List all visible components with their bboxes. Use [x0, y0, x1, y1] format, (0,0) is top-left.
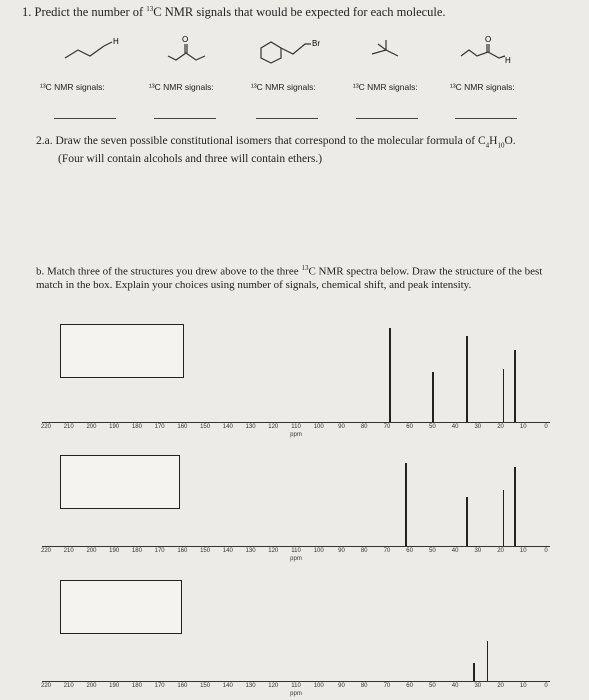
axis-tick-label: 80 [360, 424, 368, 430]
axis-tick-label: 30 [474, 683, 482, 689]
axis-tick-label: 120 [268, 424, 279, 430]
axis-tick-label: 110 [291, 424, 301, 430]
spectrum-3-ppm-label: ppm [290, 691, 302, 697]
molecule-1-h-label: H [113, 37, 119, 46]
axis-tick-label: 0 [544, 683, 548, 689]
axis-tick-label: 200 [86, 424, 97, 430]
axis-tick-label: 210 [63, 548, 74, 554]
axis-tick-label: 130 [245, 548, 256, 554]
axis-tick-label: 40 [451, 683, 459, 689]
axis-tick-label: 10 [519, 424, 527, 430]
molecule-3-br-label: Br [312, 39, 320, 48]
axis-tick-label: 100 [313, 424, 324, 430]
spectrum-peak [466, 497, 468, 547]
axis-tick-label: 90 [338, 683, 345, 689]
spectrum-1 [42, 314, 550, 444]
spectrum-peak [503, 369, 505, 422]
spectrum-peak [487, 641, 489, 682]
axis-tick-label: 80 [360, 683, 368, 689]
axis-tick-label: 70 [383, 683, 391, 689]
axis-tick-label: 0 [544, 548, 548, 554]
answer-box-3[interactable] [60, 580, 182, 634]
axis-tick-label: 70 [383, 424, 391, 430]
axis-tick-label: 120 [268, 683, 279, 689]
spectrum-2-ppm-label: ppm [290, 556, 302, 562]
axis-tick-label: 140 [222, 548, 233, 554]
axis-tick-label: 190 [109, 424, 120, 430]
axis-tick-label: 140 [222, 683, 233, 689]
spectrum-peak [466, 336, 468, 422]
molecule-2-structure [160, 32, 220, 66]
axis-tick-label: 130 [245, 683, 256, 689]
axis-tick-label: 180 [131, 548, 142, 554]
axis-tick-label: 220 [40, 683, 52, 689]
nmr-signals-label-5: ¹³C NMR signals: [450, 82, 515, 92]
axis-tick-label: 160 [177, 424, 188, 430]
axis-tick-label: 50 [429, 424, 436, 430]
question-2a-line2: (Four will contain alcohols and three will contain ethers.) [58, 153, 323, 166]
axis-tick-label: 30 [474, 424, 482, 430]
axis-tick-label: 140 [222, 424, 233, 430]
molecule-5-h-label: H [505, 56, 511, 65]
spectrum-2 [42, 450, 550, 575]
axis-tick-label: 50 [429, 683, 436, 689]
spectrum-peak [432, 372, 434, 422]
molecule-3-structure [255, 32, 335, 66]
axis-tick-label: 90 [338, 548, 345, 554]
molecule-1-structure [60, 34, 140, 64]
molecule-5-structure [455, 32, 525, 68]
axis-tick-label: 0 [544, 424, 548, 430]
axis-tick-label: 150 [200, 683, 211, 689]
spectrum-3-axis [42, 681, 550, 682]
axis-tick-label: 100 [313, 683, 324, 689]
spectrum-peak [503, 490, 505, 546]
spectrum-3 [42, 575, 550, 700]
question-2a-line1: 2.a. Draw the seven possible constitutional isomers that correspond to the molecular formula of $C_4H_{10}O$. [36, 135, 516, 150]
question-2a [36, 134, 566, 166]
axis-tick-label: 160 [177, 548, 188, 554]
axis-tick-label: 10 [519, 683, 527, 689]
spectrum-peak [514, 467, 516, 546]
question-1: 1. Predict the number of $^{13}$C NMR signals that would be expected for each molecule. [22, 5, 446, 20]
axis-tick-label: 70 [383, 548, 391, 554]
molecule-5-o-label: O [485, 35, 492, 44]
axis-tick-label: 60 [406, 683, 413, 689]
spectrum-peak [405, 463, 407, 546]
answer-blank-4[interactable] [356, 118, 418, 119]
spectrum-peak [514, 350, 516, 422]
axis-tick-label: 180 [131, 683, 142, 689]
molecule-4-structure [368, 36, 408, 66]
axis-tick-label: 170 [154, 548, 165, 554]
axis-tick-label: 110 [291, 548, 301, 554]
axis-tick-label: 120 [268, 548, 279, 554]
axis-tick-label: 60 [406, 424, 413, 430]
axis-tick-label: 180 [131, 424, 142, 430]
nmr-signals-label-2: ¹³C NMR signals: [149, 82, 214, 92]
nmr-signals-label-3: ¹³C NMR signals: [251, 82, 316, 92]
spectrum-1-ppm-label: ppm [290, 432, 302, 438]
axis-tick-label: 190 [109, 548, 120, 554]
axis-tick-label: 170 [154, 683, 165, 689]
nmr-signals-label-4: ¹³C NMR signals: [353, 82, 418, 92]
axis-tick-label: 130 [245, 424, 256, 430]
molecule-2-o-label: O [182, 35, 189, 44]
axis-tick-label: 160 [177, 683, 188, 689]
question-2b: b. Match three of the structures you drew above to the three $^{13}$C NMR spectra below. Draw the structure of the best match in the box. Explain your choices using number of signals, chemical shift, and peak intensity. [36, 264, 543, 292]
spectrum-1-axis [42, 422, 550, 423]
axis-tick-label: 200 [86, 548, 97, 554]
axis-tick-label: 150 [200, 548, 211, 554]
axis-tick-label: 170 [154, 424, 165, 430]
axis-tick-label: 220 [40, 424, 52, 430]
axis-tick-label: 80 [360, 548, 368, 554]
spectrum-2-axis [42, 546, 550, 547]
axis-tick-label: 40 [451, 548, 459, 554]
axis-tick-label: 40 [451, 424, 459, 430]
axis-tick-label: 10 [519, 548, 527, 554]
axis-tick-label: 20 [497, 548, 504, 554]
axis-tick-label: 20 [497, 683, 504, 689]
nmr-signals-label-1: ¹³C NMR signals: [40, 82, 105, 92]
answer-box-1[interactable] [60, 324, 184, 378]
axis-tick-label: 100 [313, 548, 324, 554]
axis-tick-label: 150 [200, 424, 211, 430]
axis-tick-label: 90 [338, 424, 345, 430]
answer-blank-2[interactable] [154, 118, 216, 119]
axis-tick-label: 200 [86, 683, 97, 689]
answer-blank-5[interactable] [455, 118, 517, 119]
answer-blank-3[interactable] [256, 118, 318, 119]
molecule-row [0, 30, 589, 90]
axis-tick-label: 190 [109, 683, 120, 689]
answer-blank-1[interactable] [54, 118, 116, 119]
axis-tick-label: 20 [497, 424, 504, 430]
axis-tick-label: 60 [406, 548, 413, 554]
axis-tick-label: 210 [63, 683, 74, 689]
spectrum-peak [473, 663, 475, 681]
answer-box-2[interactable] [60, 455, 180, 509]
axis-tick-label: 210 [63, 424, 74, 430]
axis-tick-label: 50 [429, 548, 436, 554]
axis-tick-label: 110 [291, 683, 301, 689]
axis-tick-label: 220 [40, 548, 52, 554]
spectrum-peak [389, 328, 391, 422]
axis-tick-label: 30 [474, 548, 482, 554]
